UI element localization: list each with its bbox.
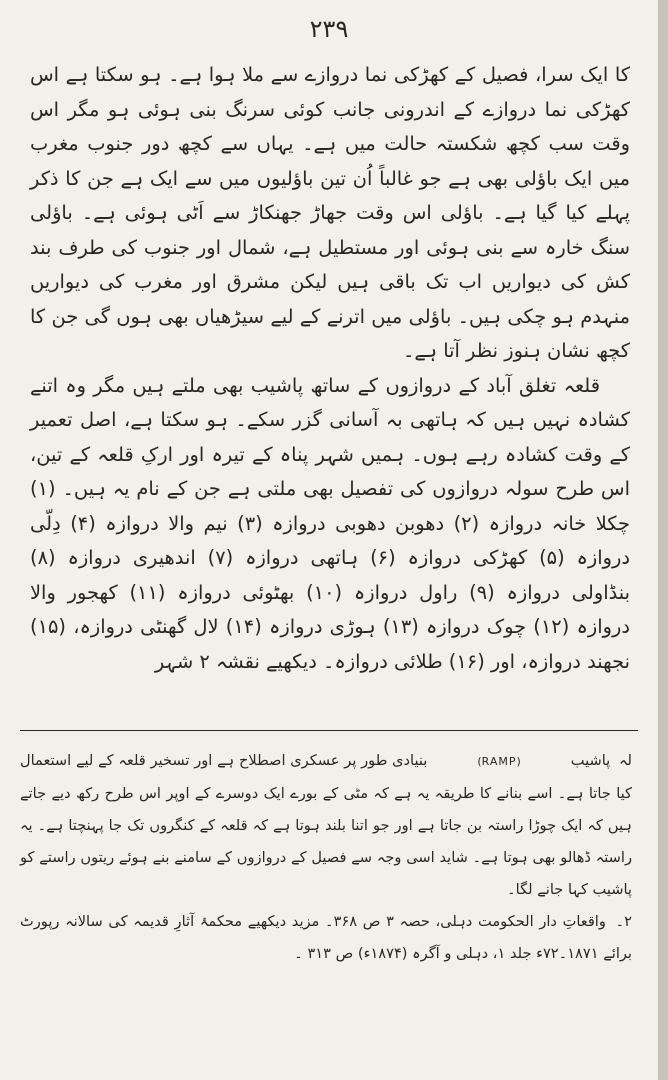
page-number: ۲۳۹ [309, 15, 349, 43]
footnote-text: بنیادی طور پر عسکری اصطلاح ہے اور تسخیر قلعہ کے لیے استعمال کیا جاتا ہے۔ اسے بنانے کا طریقہ یہ ہے کہ مٹی کے بورے ایک دوسرے کے اوپر اس طرح رکھ دیے جاتے ہیں کہ ایک چوڑا راستہ بن جاتا ہے اور جو اتنا بلند ہوتا ہے کہ قلعہ کے کنگروں تک جا پہنچتا ہے۔ یہ راستہ ڈھالو بھی ہوتا ہے۔ شاید اسی وجہ سے فصیل کے دروازوں کے سامنے بنے ہوئے ریتوں راستے کو پاشیب کہا جانے لگا۔ [20, 752, 632, 898]
footnotes [20, 745, 632, 970]
footnote-text: واقعاتِ دار الحکومت دہلی، حصہ ۳ ص ۳۶۸۔ مزید دیکھیے محکمۂ آثارِ قدیمہ کی سالانہ رپورٹ برائے ۱۸۷۱۔۷۲ء جلد ۱، دہلی و آگرہ (۱۸۷۴ء) ص ۳۱۳ ۔ [20, 913, 632, 962]
main-text [30, 58, 630, 679]
footnote-marker: لہ [619, 752, 632, 769]
footnote [20, 906, 632, 970]
footnote-divider [20, 730, 638, 731]
footnote-ramp-label: (RAMP) [477, 755, 521, 768]
footnote-marker: ۲۔ [615, 913, 633, 930]
footnote-term: پاشیب [570, 752, 611, 769]
footnote [20, 745, 632, 906]
paragraph: قلعہ تغلق آباد کے دروازوں کے ساتھ پاشیب بھی ملتے ہیں مگر وہ اتنے کشادہ نہیں ہیں کہ ہاتھی بہ آسانی گزر سکے۔ ہو سکتا ہے، اصل تعمیر کے وقت کشادہ رہے ہوں۔ ہمیں شہر پناہ کے تیرہ اور ارکِ قلعہ کے تین، اس طرح سولہ دروازوں کی تفصیل بھی ملتی ہے جن کے نام یہ ہیں۔ (۱) چکلا خانہ دروازہ (۲) دھوبن دھوبی دروازہ (۳) نیم والا دروازہ (۴) دِلّی دروازہ (۵) کھڑکی دروازہ (۶) ہاتھی دروازہ (۷) اندھیری دروازہ (۸) بنڈاولی دروازہ (۹) راول دروازہ (۱۰) بھٹوئی دروازہ (۱۱) کھجور والا دروازہ (۱۲) چوک دروازہ (۱۳) ہوڑی دروازہ (۱۴) لال گھنٹی دروازہ، (۱۵) نجھند دروازہ، اور (۱۶) طلائی دروازہ۔ دیکھیے نقشہ ۲ شہر [30, 373, 631, 673]
paragraph: کا ایک سرا، فصیل کے کھڑکی نما دروازے سے ملا ہوا ہے۔ ہو سکتا ہے اس کھڑکی نما دروازے کے اندرونی جانب کوئی سرنگ بنی ہوئی ہو مگر اس وقت سب کچھ شکستہ حالت میں ہے۔ یہاں سے کچھ دور جنوب مغرب میں ایک باؤلی بھی ہے جو غالباً اُن تین باؤلیوں میں سے ایک ہے جن کا ذکر پہلے کیا گیا ہے۔ باؤلی اس وقت جھاڑ جھنکاڑ سے اَٹی ہوئی ہے۔ باؤلی سنگ خارہ سے بنی ہوئی اور مستطیل ہے، شمال اور جنوب کی طرف بند کش کی دیواریں اب تک باقی ہیں لیکن مشرق اور مغرب کی دیواریں منہدم ہو چکی ہیں۔ باؤلی میں اترنے کے لیے سیڑھیاں بھی ہوں گی جن کا کچھ نشان ہنوز نظر آتا ہے۔ [30, 63, 630, 362]
